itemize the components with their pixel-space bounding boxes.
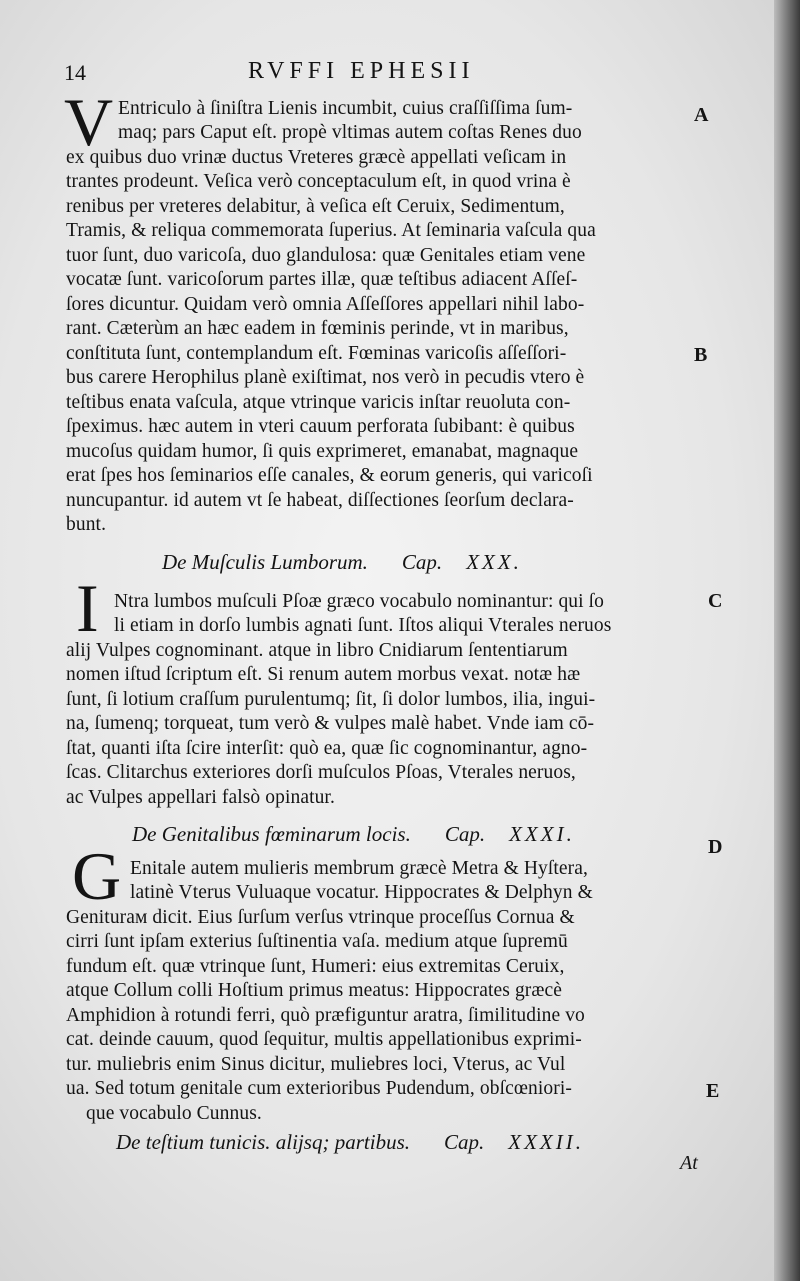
- text-line: ac Vulpes appellari falsò opinatur.: [66, 787, 335, 808]
- drop-cap-i: I: [76, 570, 99, 646]
- text-line: nomen iſtud ſcriptum eſt. Si renum autem morbus vexat. notæ hæ: [66, 664, 581, 685]
- text-line: li etiam in dorſo lumbis agnati ſunt. Iſtos aliqui Vterales neruos: [114, 615, 612, 636]
- text-line: cat. deinde cauum, quod ſequitur, multis appellationibus exprimi-: [66, 1029, 582, 1050]
- text-line: ſpeximus. hæc autem in vteri cauum perforata ſubibant: è quibus: [66, 416, 575, 437]
- text-line: mucoſus quidam humor, ſi quis exprimeret, emanabat, magnaque: [66, 441, 579, 462]
- text-line: ſunt, ſi lotium craſſum purulentumq; ſit, ſi dolor lumbos, ilia, ingui-: [66, 689, 596, 710]
- chapter-heading-30: [162, 550, 522, 575]
- text-line: latinè Vterus Vuluaque vocatur. Hippocrates & Delphyn &: [130, 882, 593, 903]
- text-line: trantes prodeunt. Veſica verò conceptaculum eſt, in quod vrina è: [66, 171, 571, 192]
- margin-letter-b: B: [694, 344, 708, 366]
- margin-letter-a: A: [694, 104, 709, 126]
- text-line: ex quibus duo vrinæ ductus Vreteres græcè appellati veſicam in: [66, 147, 567, 168]
- heading-cap: Cap.: [401, 550, 443, 574]
- text-line: erat ſpes hos ſeminarios eſſe canales, & eorum generis, qui varicoſi: [66, 465, 593, 486]
- text-line: Entriculo à ſiniſtra Lienis incumbit, cuius craſſiſſima ſum-: [118, 98, 573, 119]
- heading-cap: Cap.: [444, 822, 486, 846]
- heading-number: XXXII.: [508, 1130, 584, 1154]
- text-line: bunt.: [66, 514, 107, 535]
- margin-letter-e: E: [706, 1080, 720, 1102]
- text-line: na, ſumenq; torqueat, tum verò & vulpes malè habet. Vnde iam cō-: [66, 713, 595, 734]
- text-line: que vocabulo Cunnus.: [86, 1103, 262, 1124]
- chapter-heading-32: [116, 1130, 584, 1155]
- text-line: conſtituta ſunt, contemplandum eſt. Fœminas varicoſis aſſeſſori-: [66, 343, 567, 364]
- text-line: renibus per vreteres delabitur, à veſica eſt Ceruix, Sedimentum,: [66, 196, 565, 217]
- text-line: ua. Sed totum genitale cum exterioribus Pudendum, obſcœniori-: [66, 1078, 572, 1099]
- heading-number: XXXI.: [509, 822, 575, 846]
- text-line: Ntra lumbos muſculi Pſoæ græco vocabulo nominantur: qui ſo: [114, 591, 605, 612]
- heading-title: De Genitalibus fœminarum locis.: [132, 822, 411, 846]
- text-line: Geniturам dicit. Eius ſurſum verſus vtrinque proceſſus Cornua &: [66, 907, 575, 928]
- text-line: nuncupantur. id autem vt ſe habeat, diſſectiones ſeorſum declara-: [66, 490, 574, 511]
- book-spine-shadow: [774, 0, 800, 1281]
- heading-number: XXX.: [466, 550, 522, 574]
- heading-title: De teſtium tunicis. alijsq; partibus.: [116, 1130, 410, 1154]
- running-title: RVFFI EPHESII: [248, 58, 475, 84]
- heading-title: De Muſculis Lumborum.: [162, 550, 368, 574]
- text-line: ſtat, quanti iſta ſcire interſit: quò ea, quæ ſic cognominantur, agno-: [66, 738, 588, 759]
- text-line: alij Vulpes cognominant. atque in libro Cnidiarum ſententiarum: [66, 640, 568, 661]
- text-line: tuor ſunt, duo varicoſa, duo glandulosa: quæ Genitales etiam vene: [66, 245, 586, 266]
- text-line: Enitale autem mulieris membrum græcè Metra & Hyſtera,: [130, 858, 588, 879]
- text-line: cirri ſunt ipſam exterius ſuſtinentia vaſa. medium atque ſupremū: [66, 931, 568, 952]
- text-line: rant. Cæterùm an hæc eadem in fœminis perinde, vt in maribus,: [66, 318, 569, 339]
- text-line: fundum eſt. quæ vtrinque ſunt, Humeri: eius extremitas Ceruix,: [66, 956, 565, 977]
- text-line: vocatæ ſunt. varicoſorum partes illæ, quæ teſtibus adiacent Aſſeſ-: [66, 269, 578, 290]
- text-line: maq; pars Caput eſt. propè vltimas autem coſtas Renes duo: [118, 122, 582, 143]
- text-line: tur. muliebris enim Sinus dicitur, muliebres loci, Vterus, ac Vul: [66, 1054, 566, 1075]
- page-number: 14: [64, 60, 86, 85]
- text-line: ſcas. Clitarchus exteriores dorſi muſculos Pſoas, Vterales neruos,: [66, 762, 576, 783]
- margin-letter-c: C: [708, 590, 723, 612]
- text-line: atque Collum colli Hoſtium primus meatus: Hippocrates græcè: [66, 980, 563, 1001]
- catchword: At: [680, 1152, 698, 1174]
- text-line: Tramis, & reliqua commemorata ſuperius. At ſeminaria vaſcula qua: [66, 220, 596, 241]
- text-line: Amphidion à rotundi ferri, quò præfiguntur aratra, ſimilitudine vo: [66, 1005, 585, 1026]
- text-line: bus carere Herophilus planè exiſtimat, nos verò in pecudis vtero è: [66, 367, 585, 388]
- heading-cap: Cap.: [444, 1130, 485, 1154]
- text-line: ſores dicuntur. Quidam verò omnia Aſſeſſores appellari nihil labo-: [66, 294, 585, 315]
- text-line: teſtibus enata vaſcula, atque vtrinque varicis inſtar reuoluta con-: [66, 392, 571, 413]
- chapter-heading-31: [132, 822, 575, 847]
- margin-letter-d: D: [708, 836, 723, 858]
- drop-cap-g: G: [72, 838, 122, 914]
- drop-cap-v: V: [64, 84, 114, 160]
